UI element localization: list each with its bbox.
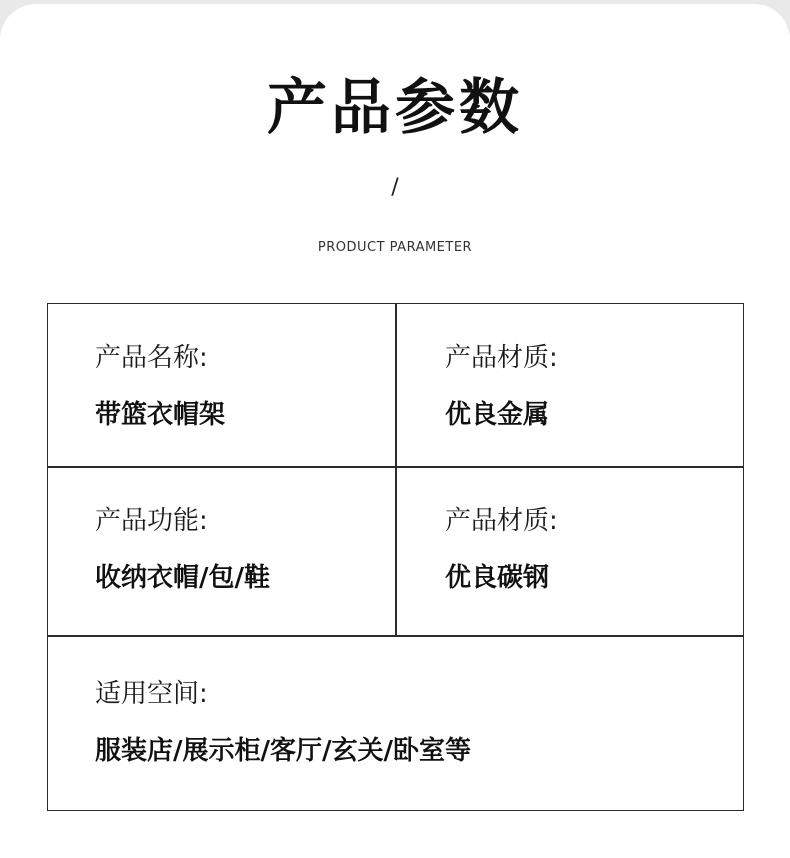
- table-row-divider: [48, 466, 743, 468]
- param-value: 优良金属: [445, 400, 550, 430]
- page-title: 产品参数: [267, 73, 523, 143]
- title-separator: /: [391, 175, 399, 200]
- param-label: 产品材质:: [445, 343, 558, 373]
- param-label: 产品功能:: [95, 506, 208, 536]
- param-value: 收纳衣帽/包/鞋: [95, 563, 270, 593]
- param-label: 产品名称:: [95, 343, 208, 373]
- param-value: 优良碳钢: [445, 563, 550, 593]
- param-label: 适用空间:: [95, 679, 208, 709]
- parameter-table: [47, 303, 744, 811]
- param-value: 服装店/展示柜/客厅/玄关/卧室等: [95, 736, 471, 766]
- parameter-card: [0, 4, 790, 858]
- page-subtitle: PRODUCT PARAMETER: [317, 240, 473, 255]
- table-row-divider: [48, 635, 743, 637]
- param-label: 产品材质:: [445, 506, 558, 536]
- table-column-divider: [395, 304, 397, 635]
- param-value: 带篮衣帽架: [95, 400, 226, 430]
